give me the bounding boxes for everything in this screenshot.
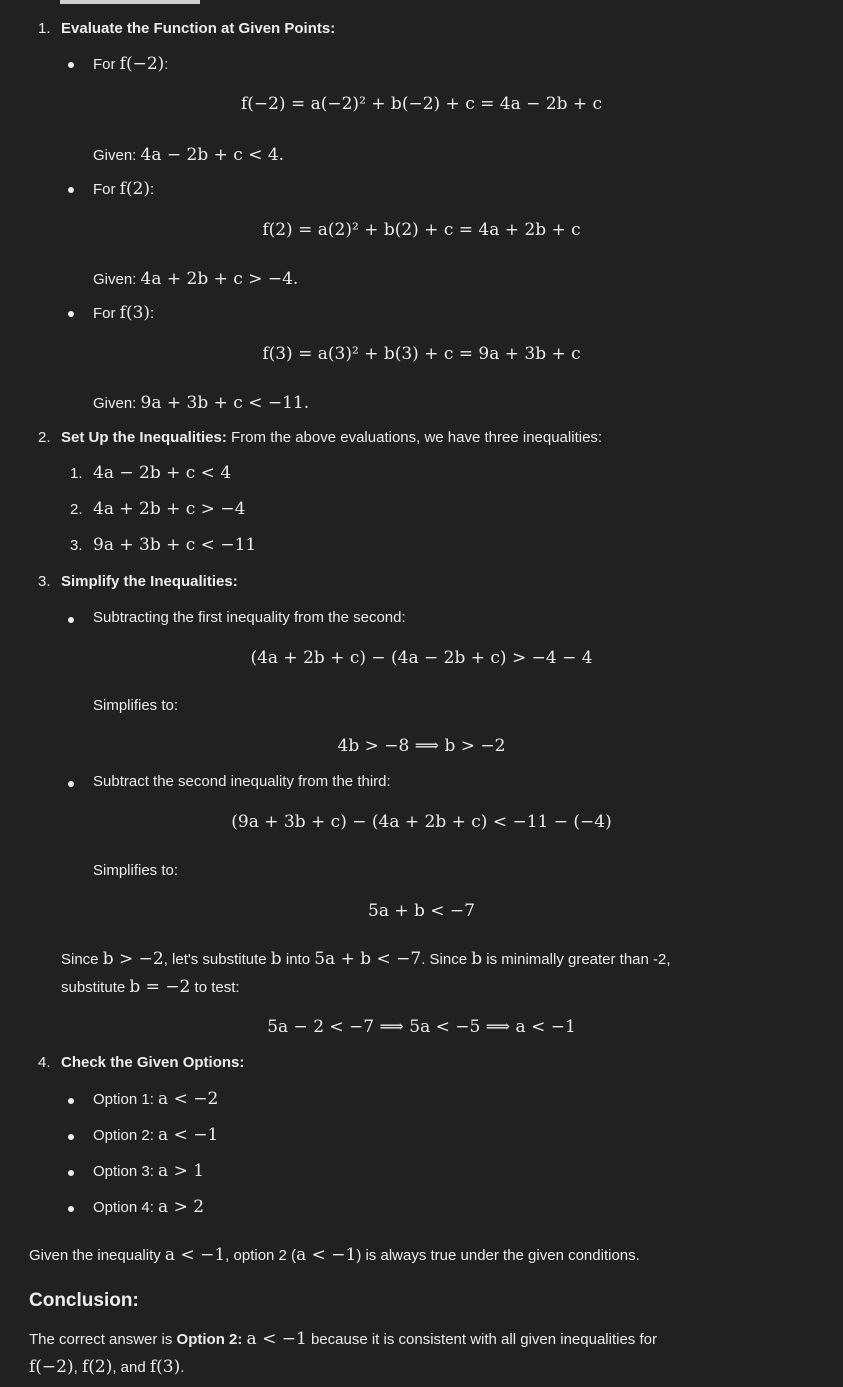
math-inline: f(−2) xyxy=(119,54,165,74)
bullet xyxy=(68,781,74,787)
section-heading: Conclusion: xyxy=(29,1290,139,1311)
given-line: Given: 4a + 2b + c > −4. xyxy=(93,269,299,289)
option-item: Option 3: a > 1 xyxy=(93,1161,205,1181)
display-equation: f(−2) = a(−2)² + b(−2) + c = 4a − 2b + c xyxy=(240,94,603,114)
step-title: Set Up the Inequalities: xyxy=(61,429,227,446)
display-equation: (9a + 3b + c) − (4a + 2b + c) < −11 − (−4) xyxy=(231,812,612,832)
step-title: Check the Given Options: xyxy=(61,1054,245,1071)
step-number: 1. xyxy=(38,20,51,37)
label: Simplifies to: xyxy=(93,862,179,879)
bullet xyxy=(68,1170,74,1176)
list-number: 3. xyxy=(70,537,83,554)
option-item: Option 1: a < −2 xyxy=(93,1089,219,1109)
cropped-heading-fragment xyxy=(60,0,200,4)
bullet xyxy=(68,311,74,317)
option-item: Option 4: a > 2 xyxy=(93,1197,205,1217)
step-number: 4. xyxy=(38,1054,51,1071)
step-line: Set Up the Inequalities: From the above evaluations, we have three inequalities: xyxy=(61,429,603,446)
step-title: Evaluate the Function at Given Points: xyxy=(61,20,336,37)
paragraph: The correct answer is Option 2: a < −1 because it is consistent with all given inequalities for xyxy=(29,1329,657,1349)
list-number: 2. xyxy=(70,501,83,518)
bullet xyxy=(68,187,74,193)
display-equation: f(2) = a(2)² + b(2) + c = 4a + 2b + c xyxy=(262,220,581,240)
bullet xyxy=(68,1134,74,1140)
given-line: Given: 9a + 3b + c < −11. xyxy=(93,393,310,413)
display-equation: 5a − 2 < −7 ⟹ 5a < −5 ⟹ a < −1 xyxy=(267,1017,576,1037)
label: Simplifies to: xyxy=(93,697,179,714)
given-line: Given: 4a − 2b + c < 4. xyxy=(93,145,285,165)
list-item: For f(−2): xyxy=(93,54,169,74)
list-item: Subtract the second inequality from the third: xyxy=(93,773,391,790)
bullet xyxy=(68,62,74,68)
inequality: 9a + 3b + c < −11 xyxy=(93,535,257,555)
display-equation: (4a + 2b + c) − (4a − 2b + c) > −4 − 4 xyxy=(250,648,593,668)
option-item: Option 2: a < −1 xyxy=(93,1125,219,1145)
display-equation: 5a + b < −7 xyxy=(368,901,475,921)
list-item: For f(2): xyxy=(93,179,155,199)
list-number: 1. xyxy=(70,465,83,482)
paragraph: Given the inequality a < −1, option 2 (a < −1) is always true under the given conditions. xyxy=(29,1245,640,1265)
paragraph: f(−2), f(2), and f(3). xyxy=(29,1357,185,1377)
step-title: Simplify the Inequalities: xyxy=(61,573,238,590)
label: For xyxy=(93,56,120,73)
paragraph: Since b > −2, let's substitute b into 5a + b < −7. Since b is minimally greater than -2, xyxy=(61,949,671,969)
display-equation: 4b > −8 ⟹ b > −2 xyxy=(337,736,506,756)
step-number: 2. xyxy=(38,429,51,446)
bullet xyxy=(68,617,74,623)
list-item: Subtracting the first inequality from the second: xyxy=(93,609,406,626)
bullet xyxy=(68,1098,74,1104)
bullet xyxy=(68,1206,74,1212)
inequality: 4a − 2b + c < 4 xyxy=(93,463,232,483)
step-number: 3. xyxy=(38,573,51,590)
display-equation: f(3) = a(3)² + b(3) + c = 9a + 3b + c xyxy=(262,344,581,364)
inequality: 4a + 2b + c > −4 xyxy=(93,499,246,519)
list-item: For f(3): xyxy=(93,303,155,323)
paragraph: substitute b = −2 to test: xyxy=(61,977,240,997)
